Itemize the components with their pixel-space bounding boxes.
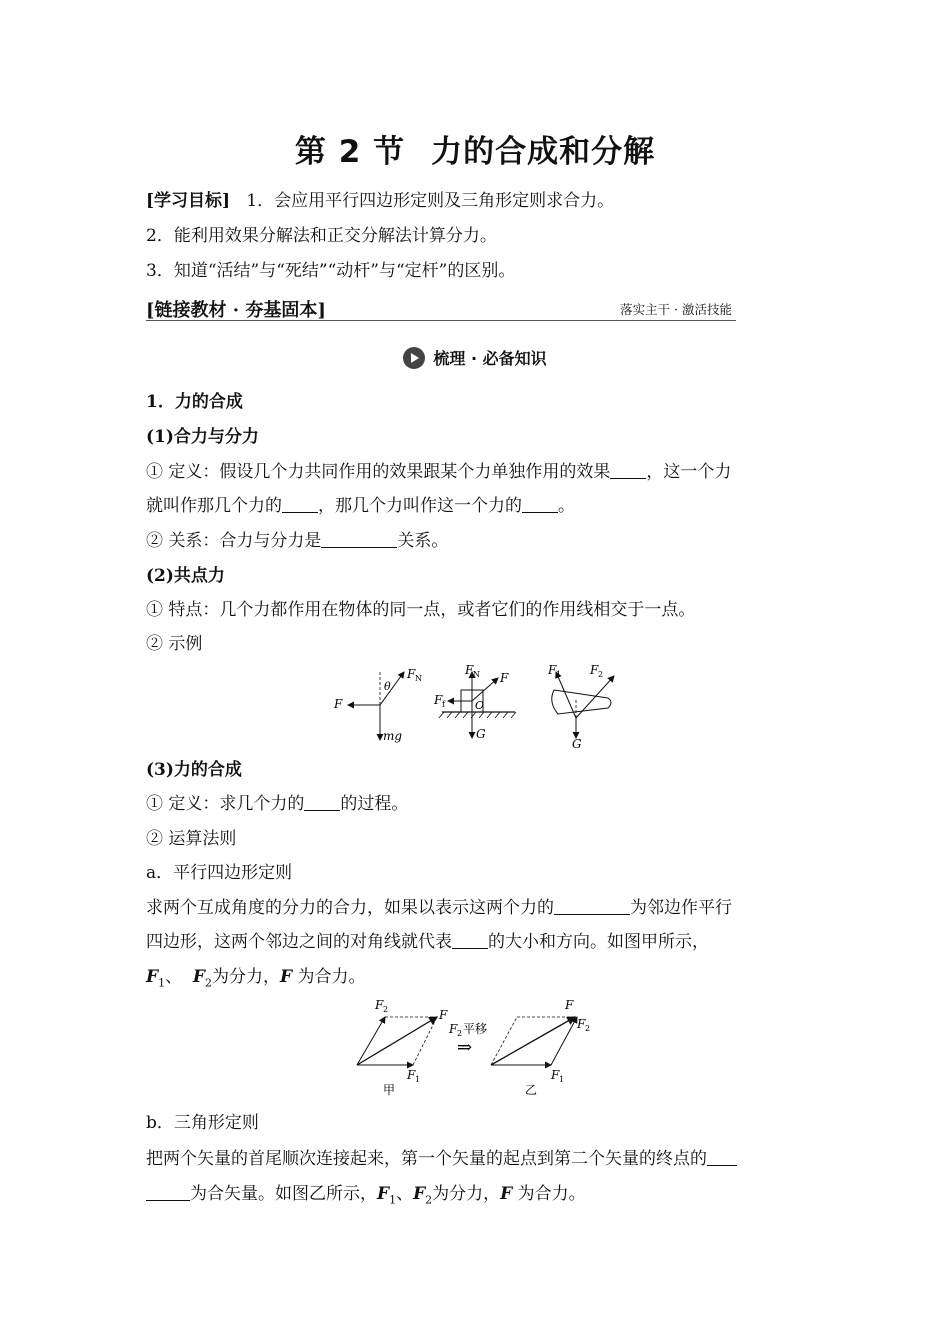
relation-line bbox=[146, 530, 448, 552]
relation-text: ② 关系：合力与分力是 bbox=[146, 531, 322, 551]
shift-F2-sub: 2 bbox=[457, 1029, 463, 1038]
label-F2-sub: 2 bbox=[585, 1024, 591, 1033]
var-F: F bbox=[500, 1184, 513, 1204]
play-icon bbox=[403, 347, 425, 369]
label-F1: F bbox=[548, 663, 557, 677]
b-line-1 bbox=[146, 1148, 737, 1170]
a-line-1 bbox=[146, 897, 732, 919]
label-G: G bbox=[476, 727, 486, 741]
def-text: ，这一个力 bbox=[646, 462, 732, 482]
label-F1-sub: 1 bbox=[559, 1075, 565, 1084]
blank bbox=[707, 1149, 737, 1166]
blank bbox=[146, 1184, 190, 1201]
shift-label bbox=[448, 1022, 487, 1058]
subsection-title: 梳理 · 必备知识 bbox=[433, 349, 547, 368]
rod-shape bbox=[552, 690, 611, 714]
label-FN: F bbox=[407, 667, 416, 681]
var-F: F bbox=[279, 967, 293, 987]
a-title: a．平行四边形定则 bbox=[146, 863, 293, 883]
a-text: 为邻边作平行 bbox=[630, 898, 732, 918]
double-arrow-icon: ⇒ bbox=[457, 1037, 473, 1058]
ground-hatch bbox=[439, 712, 516, 718]
subsection-header bbox=[0, 346, 950, 369]
label-F2-sub: 2 bbox=[598, 670, 604, 679]
def-text: 。 bbox=[558, 496, 575, 516]
def-text: ，那几个力叫作这一个力的 bbox=[318, 496, 522, 516]
label-F1-sub: 1 bbox=[415, 1075, 421, 1084]
block-on-ground-diagram bbox=[433, 663, 516, 741]
b-title: b．三角形定则 bbox=[146, 1113, 259, 1133]
label-F2-sub: 2 bbox=[383, 1005, 389, 1014]
var-F1: F bbox=[146, 967, 159, 987]
blank bbox=[452, 932, 488, 949]
goal-3: 3．知道“活结”与“死结”“动杆”与“定杆”的区别。 bbox=[146, 261, 516, 281]
goal-1: 1．会应用平行四边形定则及三角形定则求合力。 bbox=[246, 191, 615, 211]
sub-1: 1 bbox=[389, 1193, 397, 1207]
b-text: 、 bbox=[396, 1184, 414, 1204]
label-theta: θ bbox=[384, 680, 391, 693]
a-line-3 bbox=[146, 966, 365, 994]
a-text: 四边形，这两个邻边之间的对角线就代表 bbox=[146, 932, 452, 952]
figure-yi bbox=[491, 998, 590, 1097]
blank bbox=[282, 496, 318, 513]
section-header bbox=[146, 296, 736, 321]
hanging-ball-diagram bbox=[333, 667, 422, 743]
def-text: 就叫作那几个力的 bbox=[146, 496, 282, 516]
goal-line-1 bbox=[146, 190, 614, 212]
label-jia: 甲 bbox=[383, 1083, 396, 1097]
feature-line: ① 特点：几个力都作用在物体的同一点，或者它们的作用线相交于一点。 bbox=[146, 600, 696, 620]
a-text: 为合力。 bbox=[292, 967, 366, 987]
shift-F2: F bbox=[449, 1022, 458, 1036]
p1-title: (1)合力与分力 bbox=[146, 427, 259, 447]
var-F2: F bbox=[413, 1184, 426, 1204]
label-F2b: F bbox=[590, 663, 599, 677]
label-N2-sub: N bbox=[473, 670, 480, 679]
label-F2: F bbox=[500, 671, 509, 685]
relation-text: 关系。 bbox=[397, 531, 449, 551]
section-name: 力的合成和分解 bbox=[431, 134, 656, 170]
label-N-sub: N bbox=[415, 674, 422, 683]
label-F: F bbox=[565, 998, 574, 1012]
b-text: 为合力。 bbox=[512, 1184, 586, 1204]
blank bbox=[304, 794, 340, 811]
example-label: ② 示例 bbox=[146, 634, 203, 654]
F2-arrow bbox=[357, 1017, 385, 1065]
blank bbox=[522, 496, 558, 513]
var-F2: F bbox=[192, 967, 205, 987]
goals-label: [学习目标] bbox=[146, 191, 231, 211]
sub-2: 2 bbox=[204, 976, 212, 990]
concurrent-forces-figure bbox=[330, 660, 630, 750]
a-line-2 bbox=[146, 931, 709, 953]
var-F1: F bbox=[377, 1184, 390, 1204]
label-O: O bbox=[475, 699, 485, 712]
a-text: 、 bbox=[165, 967, 183, 987]
F2-arrow bbox=[576, 676, 614, 718]
label-f-sub: f bbox=[442, 700, 445, 709]
def-line-2 bbox=[146, 495, 575, 517]
def-line-1 bbox=[146, 461, 731, 483]
label-F: F bbox=[439, 1008, 448, 1022]
p3-title: (3)力的合成 bbox=[146, 760, 242, 780]
a-text: 为分力， bbox=[211, 967, 280, 987]
rod-diagram bbox=[547, 663, 614, 750]
a-text: 的大小和方向。如图甲所示， bbox=[488, 932, 709, 952]
goal-2: 2．能利用效果分解法和正交分解法计算分力。 bbox=[146, 226, 497, 246]
comb-text: ① 定义：求几个力的 bbox=[146, 794, 305, 814]
label-F1-sub: 1 bbox=[556, 670, 562, 679]
section-header-right: 落实主干 · 激活技能 bbox=[620, 302, 732, 317]
shift-text: 平移 bbox=[463, 1022, 488, 1036]
label-mg: mg bbox=[383, 729, 403, 743]
blank bbox=[554, 898, 630, 915]
b-text: 为合矢量。如图乙所示， bbox=[190, 1184, 377, 1204]
rule-label: ② 运算法则 bbox=[146, 829, 237, 849]
sub-2: 2 bbox=[425, 1193, 433, 1207]
a-text: 求两个互成角度的分力的合力，如果以表示这两个力的 bbox=[146, 898, 554, 918]
F2-arrow bbox=[551, 1017, 577, 1065]
combination-def bbox=[146, 793, 408, 815]
figure-jia bbox=[357, 998, 448, 1097]
label-F1: F bbox=[407, 1068, 416, 1082]
b-text: 为分力， bbox=[432, 1184, 501, 1204]
section-header-left: [链接教材 · 夯基固本] bbox=[146, 300, 326, 321]
label-FN2: F bbox=[465, 663, 474, 677]
page-title bbox=[0, 126, 950, 171]
b-text: 把两个矢量的首尾顺次连接起来，第一个矢量的起点到第二个矢量的终点的 bbox=[146, 1149, 707, 1169]
label-F2: F bbox=[375, 998, 384, 1012]
b-line-2 bbox=[146, 1183, 586, 1211]
section-number: 第 2 节 bbox=[294, 134, 406, 170]
heading-1: 1．力的合成 bbox=[146, 392, 243, 412]
def-text: ① 定义：假设几个力共同作用的效果跟某个力单独作用的效果 bbox=[146, 462, 611, 482]
blank bbox=[321, 531, 397, 548]
label-F: F bbox=[334, 697, 343, 711]
label-yi: 乙 bbox=[525, 1083, 538, 1097]
label-F2: F bbox=[577, 1017, 586, 1031]
comb-text: 的过程。 bbox=[340, 794, 409, 814]
label-Ff: F bbox=[434, 693, 443, 707]
blank bbox=[610, 462, 646, 479]
sub-1: 1 bbox=[158, 976, 166, 990]
label-G3: G bbox=[572, 737, 582, 750]
p2-title: (2)共点力 bbox=[146, 566, 225, 586]
parallelogram-figure bbox=[345, 995, 605, 1100]
label-F1: F bbox=[551, 1068, 560, 1082]
